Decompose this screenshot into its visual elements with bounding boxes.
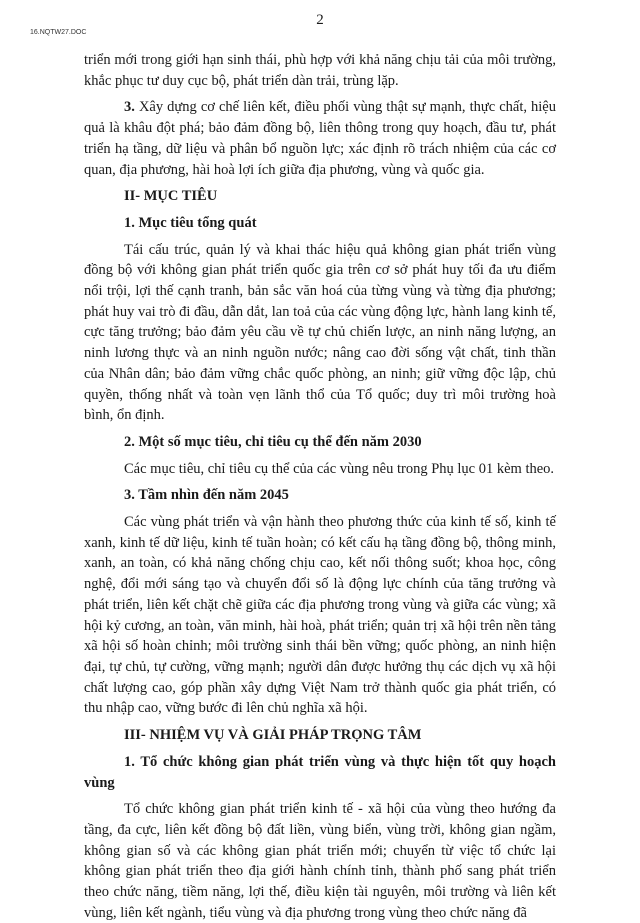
page-number: 2 [316,12,324,28]
paragraph-general-objective: Tái cấu trúc, quản lý và khai thác hiệu quả không gian phát triển vùng đồng bộ với không gian phát triển quốc gia trên cơ sở phát huy tối đa ưu điểm nổi trội, lợi thế cạnh tranh, bản sắc văn hoá của từng vùng và từng địa phương; phát huy vai trò đi đầu, dẫn dắt, lan toả của các vùng động lực, hành lang kinh tế, cực tăng trưởng; bảo đảm yêu cầu về tự chủ chiến lược, an ninh năng lượng, an ninh lương thực và an ninh nguồn nước; nâng cao đời sống vật chất, tinh thần của Nhân dân; bảo đảm vững chắc quốc phòng, an ninh; giữ vững độc lập, chủ quyền, thống nhất và toàn vẹn lãnh thổ của Tổ quốc; duy trì môi trường hoà bình, ổn định. [84,241,556,424]
paragraph-spatial: Tổ chức không gian phát triển kinh tế - xã hội của vùng theo hướng đa tầng, đa cực, liên kết đồng bộ đất liền, vùng biển, vùng trời, không gian ngầm, không gian số và các không gian phát triển mới; chuyển từ việc tổ chức lại không gian phát triển theo địa giới hành chính tỉnh, thành phố sang phát triển theo chức năng, tiềm năng, lợi thế, điều kiện tài nguyên, môi trường và liên kết vùng, liên kết ngành, tiểu vùng và địa phương trong vùng theo chức năng đã [84,801,556,921]
subsection-heading-general: 1. Mục tiêu tổng quát [124,214,257,231]
subsection-heading-2030: 2. Một số mục tiêu, chỉ tiêu cụ thể đến năm 2030 [124,433,422,450]
item-text: Xây dựng cơ chế liên kết, điều phối vùng thật sự mạnh, thực chất, hiệu quả là khâu đột phá; bảo đảm đồng bộ, liên thông trong quy hoạch, đầu tư, phát triển hạ tầng, dữ liệu và phân bổ nguồn lực; xác định rõ trách nhiệm của các cơ quan, địa phương, hài hoà lợi ích giữa địa phương, vùng và quốc gia. [84,99,556,178]
section-heading-objectives: II- MỤC TIÊU [124,188,218,205]
paragraph-item-3 [84,97,556,180]
document-body [84,50,556,923]
item-number: 3. [124,99,135,116]
subsection-heading-spatial: 1. Tổ chức không gian phát triển vùng và thực hiện tốt quy hoạch vùng [84,753,556,791]
paragraph-continuation: triển mới trong giới hạn sinh thái, phù hợp với khả năng chịu tải của môi trường, khắc phục tư duy cục bộ, phát triển dàn trải, trùng lặp. [84,52,556,89]
section-heading-tasks: III- NHIỆM VỤ VÀ GIẢI PHÁP TRỌNG TÂM [124,727,422,744]
paragraph-2030: Các mục tiêu, chỉ tiêu cụ thể của các vùng nêu trong Phụ lục 01 kèm theo. [124,460,555,477]
document-code: 16.NQTW27.DOC [30,29,87,36]
subsection-heading-2045: 3. Tầm nhìn đến năm 2045 [124,487,289,504]
paragraph-2045: Các vùng phát triển và vận hành theo phương thức của kinh tế số, kinh tế xanh, kinh tế dữ liệu, kinh tế tuần hoàn; có kết cấu hạ tầng đồng bộ, thông minh, xanh, an toàn, có khả năng chống chịu cao, kết nối thông suốt; khoa học, công nghệ, đổi mới sáng tạo và chuyển đổi số là động lực chính của tăng trưởng và phát triển, liên kết chặt chẽ giữa các địa phương trong vùng và giữa các vùng; xã hội kỷ cương, an toàn, văn minh, hài hoà, phát triển; quản trị xã hội trên nền tảng xã hội số hoàn chỉnh; môi trường sinh thái bền vững; quốc phòng, an ninh hiện đại, tự chủ, tự cường, vững mạnh; người dân được hưởng thụ các dịch vụ xã hội chất lượng cao, góp phần xây dựng Việt Nam trở thành quốc gia phát triển, có thu nhập cao, vững bước đi lên chủ nghĩa xã hội. [84,514,556,717]
